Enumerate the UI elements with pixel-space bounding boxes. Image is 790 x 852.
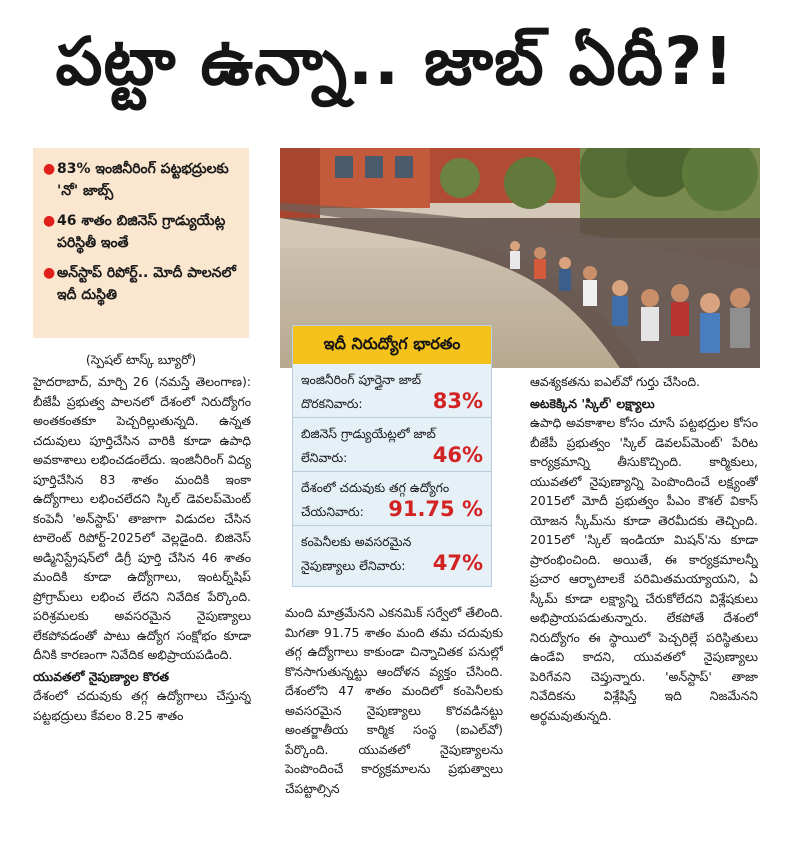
stat-label: నైపుణ్యాలు లేనివారు: xyxy=(301,558,406,573)
stat-value: 46% xyxy=(432,443,483,467)
stat-item xyxy=(293,526,491,579)
stat-label: కంపెనీలకు అవసరమైన xyxy=(301,534,412,549)
highlight-item xyxy=(43,210,241,254)
stat-label: లేనివారు: xyxy=(301,450,348,465)
article-paragraph: ఆవశ్యకతను ఐఎల్‌వో గుర్తు చేసింది. xyxy=(530,374,701,389)
stat-label: చేయనివారు: xyxy=(301,504,364,519)
headline: పట్టా ఉన్నా.. జాబ్ ఏదీ?! xyxy=(55,22,735,100)
stats-box xyxy=(292,325,492,587)
article-column-1 xyxy=(33,372,251,842)
stat-label: ఇంజినీరింగ్ పూర్తైనా జాబ్ xyxy=(301,372,421,387)
article-paragraph: మంది మాత్రమేనని ఎకనమిక్ సర్వేలో తేలింది. మిగతా 91.75 శాతం మంది తమ చదువుకు తగ్గ ఉద్యోగాలు కాకుండా చిన్నాచితక పనుల్లో కొనసాగుతున్నట్టు ఆందోళన వ్యక్తం చేసింది. దేశంలోని 47 శాతం మందిలో కంపెనీలకు అవసరమైన నైపుణ్యాలు కొరవడినట్టు అంతర్జాతీయ కార్మిక సంస్థ (ఐఎల్‌వో) పేర్కొంది. యువతలో నైపుణ్యాలను పెంపొందించే కార్యక్రమాలను ప్రభుత్వాలు చేపట్టాల్సిన xyxy=(285,605,503,796)
stat-item xyxy=(293,418,491,472)
highlight-text: అన్‌స్టాప్ రిపోర్ట్.. మోదీ పాలనలో ఇదీ దుస్థితి xyxy=(57,265,236,303)
article-subhead: యువతలో నైపుణ్యాల కొరత xyxy=(33,668,170,684)
highlight-text: 83% ఇంజినీరింగ్ పట్టభద్రులకు 'నో' జాబ్స్ xyxy=(57,161,229,199)
stat-item xyxy=(293,472,491,526)
bullet-icon: ● xyxy=(43,213,56,229)
stat-label: దొరకనివారు: xyxy=(301,396,363,411)
article-paragraph: ఉపాధి అవకాశాల కోసం చూసే పట్టభద్రుల కోసం బీజేపీ ప్రభుత్వం 'స్కిల్ డెవలప్‌మెంట్' పేరిట కార్యక్రమాన్ని తీసుకొచ్చింది. కార్మికులు, యువతలో నైపుణ్యాన్ని పెంపొందించే లక్ష్యంతో 2015లో మోదీ ప్రభుత్వం పీఎం కౌశల్ వికాస్ యోజన స్కీమ్‌ను కూడా తెరమీదకు తెచ్చింది. 2015లో 'స్కిల్ ఇండియా మిషన్'ను కూడా ప్రారంభించింది. అయితే, ఈ కార్యక్రమాలన్నీ ప్రచార ఆర్భాటాలకే పరిమితమయ్యాయని, ఏ స్కీమ్ కూడా లక్ష్యాన్ని చేరుకోలేదని విశ్లేషకులు అభిప్రాయపడుతున్నారు. లేకపోతే దేశంలో నిరుద్యోగం ఈ స్థాయిలో పెచ్చరిల్లే పరిస్థితులు ఉండేవి కాదని, యువతలో నైపుణ్యాలు పెరిగేవని చెప్తున్నారు. 'అన్‌స్టాప్' తాజా నివేదికను విశ్లేషిస్తే ఇది నిజమేనని అర్థమవుతున్నది. xyxy=(530,415,758,723)
stat-label: దేశంలో చదువుకు తగ్గ ఉద్యోగం xyxy=(301,480,450,495)
highlights-box xyxy=(33,148,249,338)
article-paragraph: హైదరాబాద్, మార్చి 26 (నమస్తే తెలంగాణ): బీజేపీ ప్రభుత్వ పాలనలో దేశంలో నిరుద్యోగం అంతకంతకూ పెచ్చరిల్లుతున్నది. ఉన్నత చదువులు పూర్తిచేసిన వారికి కూడా ఉపాధి అవకాశాలు లభించడంలేదు. ఇంజినీరింగ్ విద్య పూర్తిచేసిన 83 శాతం మందికి ఇంకా ఉద్యోగాలు లభించలేదని స్కిల్ డెవలప్‌మెంట్ కంపెనీ 'అన్‌స్టాప్' తాజాగా విడుదల చేసిన టాలెంట్ రిపోర్ట్-2025లో వెల్లడైంది. బిజినెస్ అడ్మినిస్ట్రేషన్‌లో డిగ్రీ పూర్తి చేసిన 46 శాతం మందికి కూడా ఉద్యోగాలు, ఇంటర్న్‌షిప్ ప్రోగ్రామ్‌లు లభించ లేదని నివేదిక పేర్కొంది. పరిశ్రమలకు అవసరమైన నైపుణ్యాలు లేకపోవడంతో పాటు ఉద్యోగ సంక్షోభం కూడా దీనికి కారణంగా నివేదిక అభిప్రాయపడింది. xyxy=(33,374,251,662)
bullet-icon: ● xyxy=(43,265,56,281)
article-column-3 xyxy=(530,372,758,842)
article-subhead: అటకెక్కిన 'స్కిల్' లక్ష్యాలు xyxy=(530,395,655,411)
stat-value: 91.75 % xyxy=(388,497,483,521)
bullet-icon: ● xyxy=(43,161,56,177)
highlight-item xyxy=(43,262,241,306)
article-paragraph: దేశంలో చదువుకు తగ్గ ఉద్యోగాలు చేస్తున్న పట్టభద్రులు కేవలం 8.25 శాతం xyxy=(33,688,251,723)
stat-value: 47% xyxy=(432,551,483,575)
highlight-item xyxy=(43,158,241,202)
stat-item xyxy=(293,364,491,418)
byline: (స్పెషల్ టాస్క్ బ్యూరో) xyxy=(85,352,197,367)
stats-title: ఇదీ నిరుద్యోగ భారతం xyxy=(293,326,491,364)
stat-label: బిజినెస్ గ్రాడ్యుయేట్లలో జాబ్ xyxy=(301,426,436,441)
stat-value: 83% xyxy=(432,389,483,413)
highlight-text: 46 శాతం బిజినెస్ గ్రాడ్యుయేట్ల పరిస్థితీ ఇంతే xyxy=(57,213,226,251)
article-column-2 xyxy=(285,603,503,843)
